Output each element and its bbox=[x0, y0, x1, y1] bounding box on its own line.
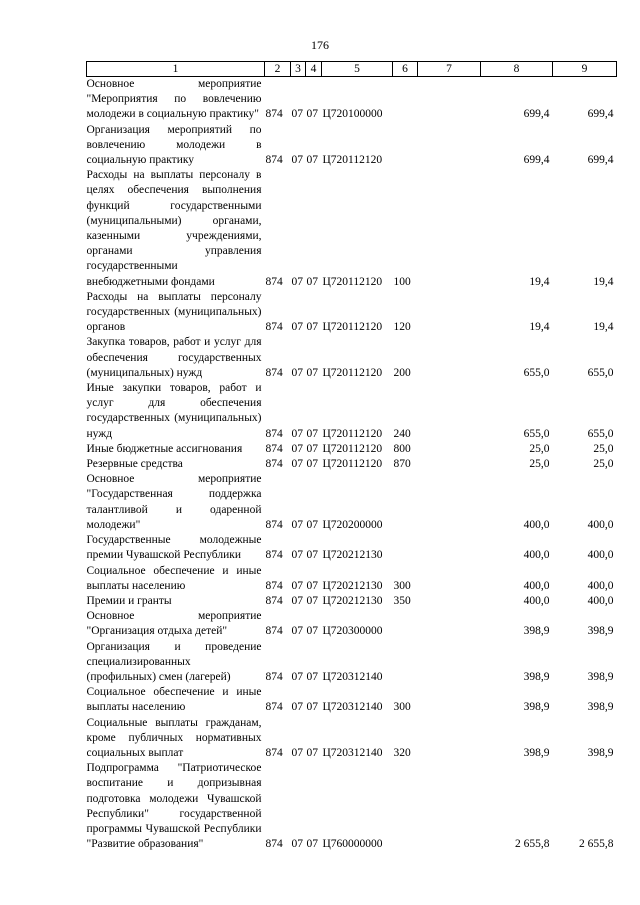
row-amount: 25,0 bbox=[529, 458, 550, 471]
row-col7 bbox=[418, 457, 481, 472]
row-target-article: Ц720112120 bbox=[322, 458, 383, 471]
row-amount: 699,4 bbox=[523, 108, 550, 121]
row-amount-2: 398,9 bbox=[587, 701, 614, 714]
row-section: 07 bbox=[291, 108, 303, 121]
row-col7 bbox=[418, 442, 481, 457]
row-amount: 398,9 bbox=[523, 670, 550, 683]
row-name: Государственные молодежные премии Чувашской Республики bbox=[86, 534, 262, 562]
row-target-article: Ц720112120 bbox=[322, 321, 383, 334]
row-section: 07 bbox=[291, 594, 303, 607]
row-code: 874 bbox=[265, 442, 283, 455]
row-code: 874 bbox=[265, 366, 283, 379]
row-col7 bbox=[418, 472, 481, 533]
row-expense-type bbox=[393, 77, 418, 123]
row-amount-2: 655,0 bbox=[587, 427, 614, 440]
row-target-article: Ц720200000 bbox=[322, 518, 383, 531]
row-col7 bbox=[418, 716, 481, 762]
table-row bbox=[87, 168, 617, 290]
row-name: Резервные средства bbox=[86, 458, 183, 471]
table-row bbox=[87, 640, 617, 686]
row-amount-2: 398,9 bbox=[587, 746, 614, 759]
table-row bbox=[87, 381, 617, 442]
header-cell: 2 bbox=[265, 62, 291, 77]
row-name: Закупка товаров, работ и услуг для обеспечения государственных (муниципальных) нужд bbox=[86, 336, 262, 379]
row-expense-type: 300 bbox=[393, 701, 411, 714]
row-code: 874 bbox=[265, 518, 283, 531]
row-code: 874 bbox=[265, 458, 283, 471]
row-section: 07 bbox=[291, 458, 303, 471]
table-row bbox=[87, 594, 617, 609]
row-amount: 19,4 bbox=[529, 321, 550, 334]
row-amount: 400,0 bbox=[523, 579, 550, 592]
row-target-article: Ц720312140 bbox=[322, 670, 383, 683]
row-code: 874 bbox=[265, 670, 283, 683]
row-section: 07 bbox=[291, 275, 303, 288]
row-name: Основное мероприятие "Государственная поддержка талантливой и одаренной молодежи" bbox=[86, 473, 262, 531]
row-expense-type: 350 bbox=[393, 594, 411, 607]
row-section: 07 bbox=[291, 442, 303, 455]
row-expense-type: 240 bbox=[393, 427, 411, 440]
row-amount: 400,0 bbox=[523, 594, 550, 607]
row-target-article: Ц720112120 bbox=[322, 427, 383, 440]
row-amount-2: 699,4 bbox=[587, 108, 614, 121]
row-target-article: Ц720112120 bbox=[322, 366, 383, 379]
budget-table bbox=[86, 61, 617, 852]
row-name: Иные бюджетные ассигнования bbox=[86, 442, 243, 455]
row-section: 07 bbox=[291, 838, 303, 851]
row-amount-2: 398,9 bbox=[587, 670, 614, 683]
row-expense-type: 320 bbox=[393, 746, 411, 759]
row-expense-type: 200 bbox=[393, 366, 411, 379]
row-code: 874 bbox=[265, 275, 283, 288]
row-section: 07 bbox=[291, 154, 303, 167]
row-section: 07 bbox=[291, 579, 303, 592]
header-cell: 3 bbox=[291, 62, 306, 77]
row-section: 07 bbox=[291, 625, 303, 638]
row-col7 bbox=[418, 640, 481, 686]
table-row bbox=[87, 716, 617, 762]
row-expense-type bbox=[393, 609, 418, 639]
row-expense-type bbox=[393, 533, 418, 563]
row-name: Социальные выплаты гражданам, кроме публичных нормативных социальных выплат bbox=[86, 716, 262, 759]
row-name: Расходы на выплаты персоналу в целях обеспечения выполнения функций государственными (муниципальными) органами, казенными учреждениями, органами управления государственными внебюджетными фондами bbox=[86, 169, 262, 288]
row-col7 bbox=[418, 594, 481, 609]
row-col7 bbox=[418, 685, 481, 715]
row-code: 874 bbox=[265, 701, 283, 714]
row-amount-2: 19,4 bbox=[593, 275, 614, 288]
row-code: 874 bbox=[265, 838, 283, 851]
row-subsection: 07 bbox=[306, 670, 318, 683]
header-cell: 7 bbox=[418, 62, 481, 77]
row-target-article: Ц720312140 bbox=[322, 701, 383, 714]
row-target-article: Ц720112120 bbox=[322, 154, 383, 167]
row-amount-2: 400,0 bbox=[587, 594, 614, 607]
row-col7 bbox=[418, 609, 481, 639]
row-expense-type bbox=[393, 123, 418, 169]
row-amount-2: 19,4 bbox=[593, 321, 614, 334]
row-name: Иные закупки товаров, работ и услуг для обеспечения государственных (муниципальных) нужд bbox=[86, 382, 262, 440]
row-amount: 655,0 bbox=[523, 427, 550, 440]
row-subsection: 07 bbox=[306, 427, 318, 440]
table-row bbox=[87, 472, 617, 533]
row-expense-type bbox=[393, 472, 418, 533]
row-amount-2: 25,0 bbox=[593, 442, 614, 455]
row-section: 07 bbox=[291, 701, 303, 714]
table-row bbox=[87, 457, 617, 472]
row-expense-type bbox=[393, 640, 418, 686]
table-row bbox=[87, 533, 617, 563]
row-col7 bbox=[418, 335, 481, 381]
row-target-article: Ц760000000 bbox=[322, 838, 383, 851]
row-amount-2: 655,0 bbox=[587, 366, 614, 379]
row-amount-2: 400,0 bbox=[587, 518, 614, 531]
row-name: Основное мероприятие "Организация отдыха детей" bbox=[86, 610, 262, 638]
row-subsection: 07 bbox=[306, 594, 318, 607]
row-name: Организация и проведение специализированных (профильных) смен (лагерей) bbox=[86, 640, 262, 683]
header-cell: 9 bbox=[553, 62, 617, 77]
row-subsection: 07 bbox=[306, 838, 318, 851]
header-cell: 4 bbox=[306, 62, 322, 77]
row-col7 bbox=[418, 761, 481, 852]
row-expense-type: 300 bbox=[393, 579, 411, 592]
row-subsection: 07 bbox=[306, 518, 318, 531]
row-amount: 398,9 bbox=[523, 701, 550, 714]
row-expense-type: 120 bbox=[393, 321, 411, 334]
table-row bbox=[87, 290, 617, 336]
row-amount-2: 699,4 bbox=[587, 154, 614, 167]
table-row bbox=[87, 685, 617, 715]
row-amount: 699,4 bbox=[523, 154, 550, 167]
table-row bbox=[87, 564, 617, 594]
row-name: Основное мероприятие "Мероприятия по вовлечению молодежи в социальную практику" bbox=[86, 78, 262, 121]
row-name: Премии и гранты bbox=[86, 594, 172, 607]
row-expense-type bbox=[393, 761, 418, 852]
row-target-article: Ц720212130 bbox=[322, 549, 383, 562]
row-code: 874 bbox=[265, 154, 283, 167]
row-subsection: 07 bbox=[306, 549, 318, 562]
table-row bbox=[87, 609, 617, 639]
row-subsection: 07 bbox=[306, 108, 318, 121]
row-name: Подпрограмма "Патриотическое воспитание и допризывная подготовка молодежи Чувашской Республики" государственной программы Чувашской Республики "Развитие образования" bbox=[86, 762, 262, 851]
row-code: 874 bbox=[265, 594, 283, 607]
row-subsection: 07 bbox=[306, 458, 318, 471]
table-row bbox=[87, 442, 617, 457]
table-row bbox=[87, 123, 617, 169]
row-amount: 19,4 bbox=[529, 275, 550, 288]
row-code: 874 bbox=[265, 625, 283, 638]
row-name: Социальное обеспечение и иные выплаты населению bbox=[86, 564, 262, 592]
row-amount: 400,0 bbox=[523, 549, 550, 562]
table-row bbox=[87, 335, 617, 381]
row-target-article: Ц720312140 bbox=[322, 746, 383, 759]
page-number: 176 bbox=[311, 38, 329, 52]
row-target-article: Ц720212130 bbox=[322, 579, 383, 592]
row-subsection: 07 bbox=[306, 442, 318, 455]
row-amount: 398,9 bbox=[523, 746, 550, 759]
row-subsection: 07 bbox=[306, 366, 318, 379]
row-col7 bbox=[418, 290, 481, 336]
row-code: 874 bbox=[265, 427, 283, 440]
row-target-article: Ц720300000 bbox=[322, 625, 383, 638]
table-row bbox=[87, 77, 617, 123]
row-subsection: 07 bbox=[306, 321, 318, 334]
row-target-article: Ц720112120 bbox=[322, 442, 383, 455]
row-name: Организация мероприятий по вовлечению молодежи в социальную практику bbox=[86, 123, 262, 167]
header-cell: 1 bbox=[87, 62, 265, 77]
row-section: 07 bbox=[291, 549, 303, 562]
row-section: 07 bbox=[291, 746, 303, 759]
row-col7 bbox=[418, 381, 481, 442]
row-subsection: 07 bbox=[306, 275, 318, 288]
row-col7 bbox=[418, 123, 481, 169]
row-amount: 400,0 bbox=[523, 518, 550, 531]
row-section: 07 bbox=[291, 427, 303, 440]
row-target-article: Ц720112120 bbox=[322, 275, 383, 288]
row-amount-2: 25,0 bbox=[593, 458, 614, 471]
row-amount-2: 400,0 bbox=[587, 579, 614, 592]
row-col7 bbox=[418, 564, 481, 594]
row-amount: 2 655,8 bbox=[515, 838, 550, 851]
row-section: 07 bbox=[291, 518, 303, 531]
row-subsection: 07 bbox=[306, 154, 318, 167]
row-code: 874 bbox=[265, 108, 283, 121]
row-name: Расходы на выплаты персоналу государственных (муниципальных) органов bbox=[86, 290, 262, 334]
row-amount-2: 398,9 bbox=[587, 625, 614, 638]
row-col7 bbox=[418, 168, 481, 290]
row-name: Социальное обеспечение и иные выплаты населению bbox=[86, 686, 262, 714]
header-cell: 8 bbox=[481, 62, 553, 77]
row-amount-2: 2 655,8 bbox=[579, 838, 614, 851]
row-subsection: 07 bbox=[306, 701, 318, 714]
row-amount: 25,0 bbox=[529, 442, 550, 455]
row-section: 07 bbox=[291, 366, 303, 379]
row-amount: 398,9 bbox=[523, 625, 550, 638]
row-subsection: 07 bbox=[306, 625, 318, 638]
row-code: 874 bbox=[265, 579, 283, 592]
row-section: 07 bbox=[291, 670, 303, 683]
table-header-row bbox=[87, 62, 617, 77]
header-cell: 5 bbox=[322, 62, 393, 77]
row-amount: 655,0 bbox=[523, 366, 550, 379]
row-target-article: Ц720100000 bbox=[322, 108, 383, 121]
row-target-article: Ц720212130 bbox=[322, 594, 383, 607]
table-row bbox=[87, 761, 617, 852]
row-expense-type: 870 bbox=[393, 458, 411, 471]
row-section: 07 bbox=[291, 321, 303, 334]
row-expense-type: 800 bbox=[393, 442, 411, 455]
row-amount-2: 400,0 bbox=[587, 549, 614, 562]
row-subsection: 07 bbox=[306, 579, 318, 592]
row-expense-type: 100 bbox=[393, 275, 411, 288]
row-code: 874 bbox=[265, 321, 283, 334]
row-subsection: 07 bbox=[306, 746, 318, 759]
row-col7 bbox=[418, 77, 481, 123]
header-cell: 6 bbox=[393, 62, 418, 77]
row-col7 bbox=[418, 533, 481, 563]
row-code: 874 bbox=[265, 549, 283, 562]
row-code: 874 bbox=[265, 746, 283, 759]
